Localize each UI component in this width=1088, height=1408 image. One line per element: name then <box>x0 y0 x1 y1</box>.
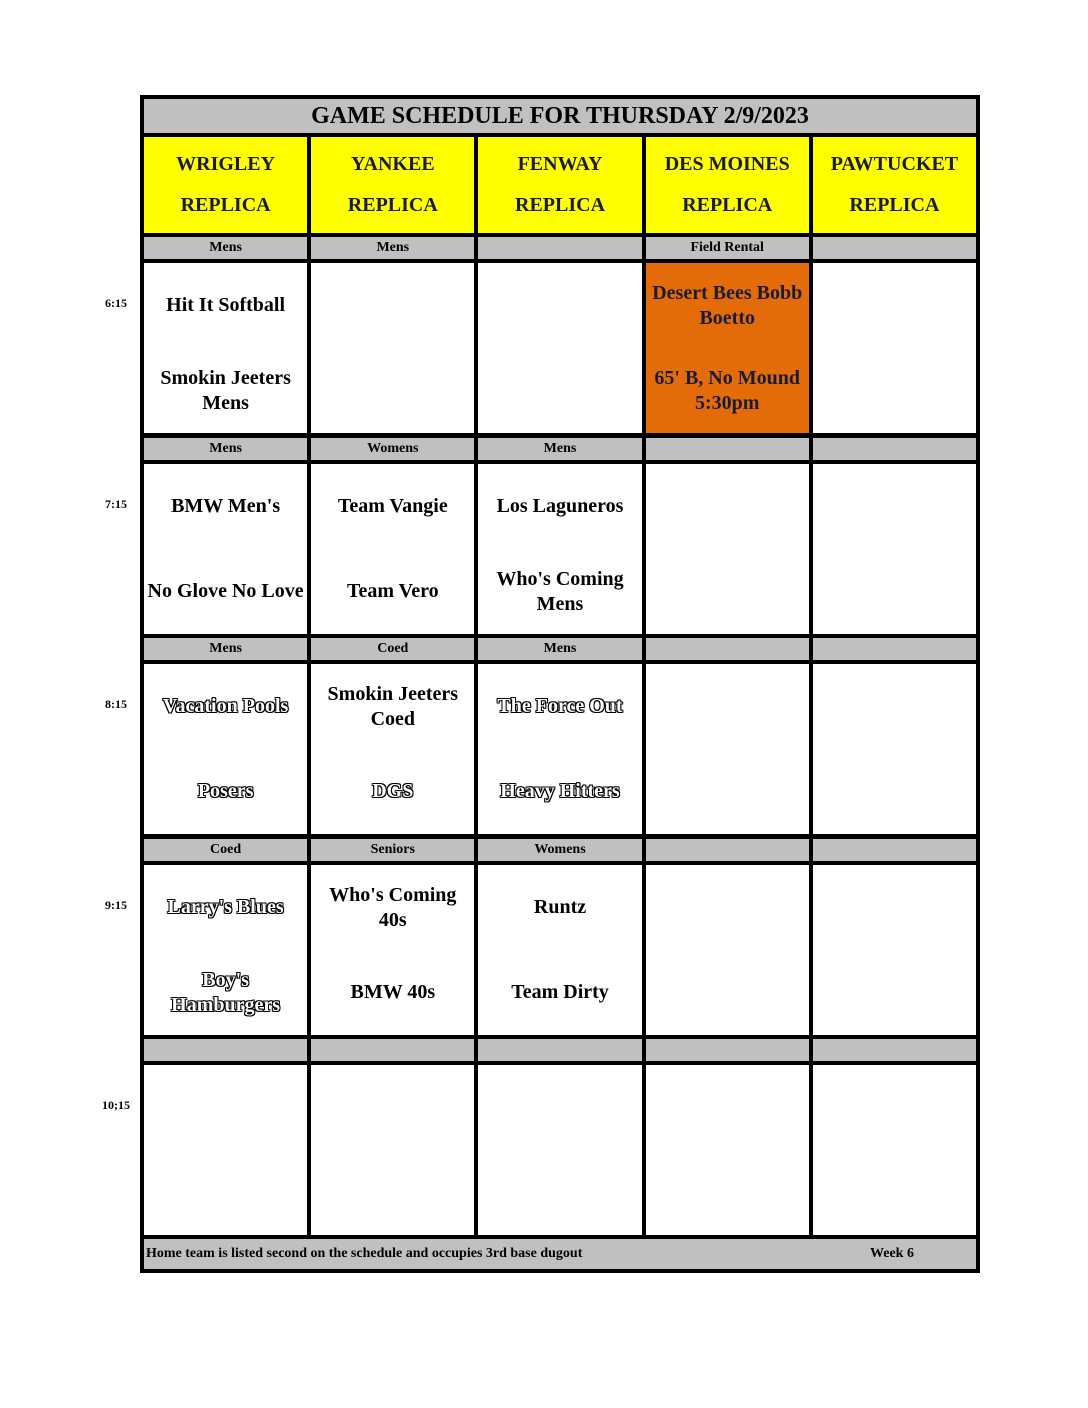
game-cell <box>311 1065 474 1235</box>
division-label: Mens <box>144 438 307 460</box>
division-label: Coed <box>311 638 474 660</box>
division-label <box>478 1039 641 1061</box>
home-team: Smokin Jeeters Mens <box>160 366 291 414</box>
away-team: Vacation Pools <box>162 695 289 717</box>
game-cell <box>646 464 809 634</box>
footer-note: Home team is listed second on the schedule and occupies 3rd base dugout <box>146 1246 583 1261</box>
away-team: The Force Out <box>497 695 623 717</box>
game-cell <box>144 1065 307 1235</box>
field-sub: REPLICA <box>347 194 438 216</box>
away-team: Runtz <box>533 896 587 918</box>
home-team: Boy's Hamburgers <box>171 968 281 1016</box>
division-label <box>813 839 976 861</box>
division-label-row <box>144 839 976 861</box>
division-label <box>813 638 976 660</box>
game-cell <box>144 464 307 634</box>
game-cell <box>646 263 809 433</box>
away-team <box>311 263 474 348</box>
time-label: 8:15 <box>105 697 127 711</box>
home-team <box>311 1150 474 1235</box>
home-team <box>646 549 809 634</box>
field-header-wrigley <box>144 137 307 233</box>
game-row <box>144 263 976 433</box>
away-team <box>813 1065 976 1150</box>
field-sub: REPLICA <box>849 194 940 216</box>
game-cell <box>144 263 307 433</box>
away-team <box>813 664 976 749</box>
field-name: WRIGLEY <box>176 153 276 175</box>
schedule-title: GAME SCHEDULE FOR THURSDAY 2/9/2023 <box>144 99 976 133</box>
away-team <box>311 1065 474 1150</box>
home-team <box>646 950 809 1035</box>
away-team <box>813 464 976 549</box>
division-label: Mens <box>478 638 641 660</box>
game-cell <box>478 1065 641 1235</box>
game-cell <box>646 664 809 834</box>
home-team: Team Dirty <box>511 981 609 1003</box>
game-row <box>144 464 976 634</box>
division-label <box>311 1039 474 1061</box>
division-label-row <box>144 237 976 259</box>
away-team <box>646 1065 809 1150</box>
field-name: PAWTUCKET <box>830 153 959 175</box>
time-label: 7:15 <box>105 497 127 511</box>
away-team: Los Laguneros <box>496 495 624 517</box>
home-team: Team Vero <box>346 580 439 602</box>
home-team: No Glove No Love <box>147 580 304 602</box>
game-cell <box>144 664 307 834</box>
division-label <box>813 237 976 259</box>
field-header-des-moines <box>646 137 809 233</box>
field-sub: REPLICA <box>682 194 773 216</box>
division-label <box>813 438 976 460</box>
field-name: FENWAY <box>517 153 603 175</box>
away-team <box>646 464 809 549</box>
away-team: Desert Bees Bobb Boetto <box>652 281 803 329</box>
time-label: 10;15 <box>102 1098 130 1112</box>
field-sub: REPLICA <box>515 194 606 216</box>
away-team <box>144 1065 307 1150</box>
time-label: 6:15 <box>105 296 127 310</box>
game-cell <box>646 865 809 1035</box>
game-cell <box>311 464 474 634</box>
game-cell <box>813 464 976 634</box>
division-label <box>646 638 809 660</box>
week-label: Week 6 <box>870 1246 914 1261</box>
division-label <box>478 237 641 259</box>
field-header-row <box>144 137 976 233</box>
away-team <box>478 263 641 348</box>
game-cell <box>813 263 976 433</box>
home-team: Posers <box>197 780 254 802</box>
division-label: Mens <box>144 237 307 259</box>
home-team: Who's Coming Mens <box>496 567 624 615</box>
division-label: Mens <box>144 638 307 660</box>
home-team: 65' B, No Mound 5:30pm <box>654 366 800 414</box>
division-label <box>813 1039 976 1061</box>
division-label-row <box>144 1039 976 1061</box>
home-team <box>813 749 976 834</box>
away-team <box>646 865 809 950</box>
game-cell <box>478 263 641 433</box>
footer-bar <box>144 1239 976 1269</box>
division-label <box>646 1039 809 1061</box>
game-cell <box>311 263 474 433</box>
home-team <box>813 348 976 433</box>
division-label: Womens <box>478 839 641 861</box>
division-label <box>646 839 809 861</box>
game-row <box>144 865 976 1035</box>
away-team <box>478 1065 641 1150</box>
home-team <box>813 549 976 634</box>
home-team <box>478 1150 641 1235</box>
time-label: 9:15 <box>105 898 127 912</box>
field-header-pawtucket <box>813 137 976 233</box>
game-cell <box>813 865 976 1035</box>
home-team <box>478 348 641 433</box>
home-team: Heavy Hitters <box>500 780 620 802</box>
schedule-table <box>140 95 980 1273</box>
game-cell <box>311 664 474 834</box>
division-label: Womens <box>311 438 474 460</box>
away-team <box>813 263 976 348</box>
division-label: Mens <box>311 237 474 259</box>
game-cell <box>813 1065 976 1235</box>
game-cell <box>646 1065 809 1235</box>
game-cell <box>478 464 641 634</box>
field-sub: REPLICA <box>180 194 271 216</box>
game-cell <box>813 664 976 834</box>
home-team: DGS <box>372 780 414 802</box>
away-team: Who's Coming 40s <box>329 883 457 931</box>
home-team <box>646 1150 809 1235</box>
division-label: Mens <box>478 438 641 460</box>
away-team: Smokin Jeeters Coed <box>327 682 459 730</box>
field-header-yankee <box>311 137 474 233</box>
home-team: BMW 40s <box>350 981 436 1003</box>
game-cell <box>311 865 474 1035</box>
game-row <box>144 664 976 834</box>
field-name: DES MOINES <box>664 153 790 175</box>
field-name: YANKEE <box>350 153 435 175</box>
division-label <box>144 1039 307 1061</box>
home-team <box>646 749 809 834</box>
home-team <box>144 1150 307 1235</box>
game-cell <box>144 865 307 1035</box>
away-team: Larry's Blues <box>167 896 284 918</box>
division-label-row <box>144 638 976 660</box>
home-team <box>813 1150 976 1235</box>
division-label: Field Rental <box>646 237 809 259</box>
away-team: Team Vangie <box>337 495 448 517</box>
home-team <box>311 348 474 433</box>
field-header-fenway <box>478 137 641 233</box>
away-team: Hit It Softball <box>166 294 286 316</box>
division-label: Coed <box>144 839 307 861</box>
division-label-row <box>144 438 976 460</box>
game-cell <box>478 865 641 1035</box>
away-team <box>646 664 809 749</box>
game-row <box>144 1065 976 1235</box>
home-team <box>813 950 976 1035</box>
division-label: Seniors <box>311 839 474 861</box>
away-team: BMW Men's <box>171 495 281 517</box>
away-team <box>813 865 976 950</box>
division-label <box>646 438 809 460</box>
game-cell <box>478 664 641 834</box>
